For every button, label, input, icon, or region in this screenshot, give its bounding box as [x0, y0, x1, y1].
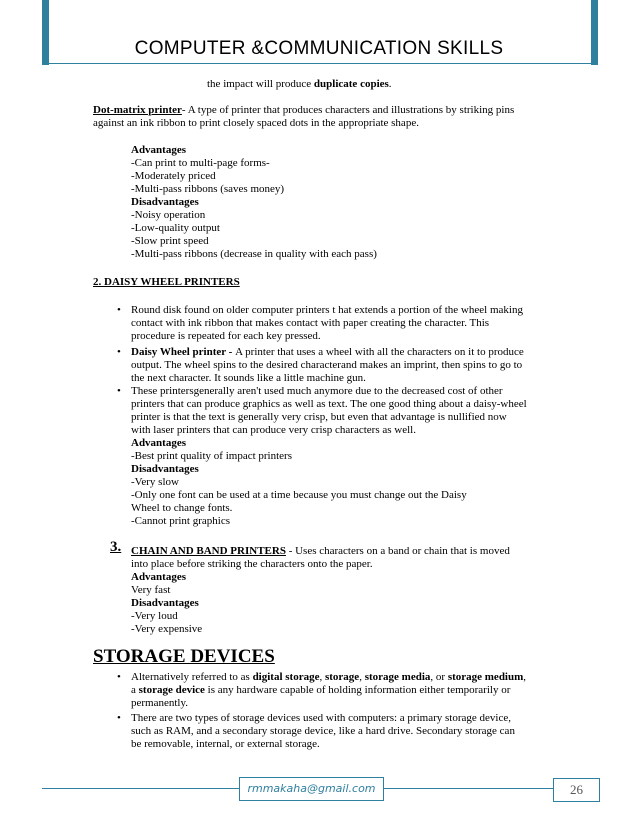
page-number: 26: [553, 778, 600, 802]
list-item: -Moderately priced: [131, 170, 216, 182]
daisy-bullet-3: These printersgenerally aren't used much anymore due to the decreased cost of other printers that can produce graphics as well as text. The one good thing about a daisy-wheel printer is that the text is generally very crisp, but even that advantage is nullified now with laser printers that can produce very crisp characters as well. Advantages -Best print quality of impact printers Disadvantages -Very slow -Only one font can be used at a time because you must change out the Daisy Wheel to change fonts. -Cannot print graphics: [131, 385, 551, 528]
list-item: -Low-quality output: [131, 222, 220, 234]
daisy-heading: 2. DAISY WHEEL PRINTERS: [93, 276, 240, 288]
list-item: -Only one font can be used at a time because you must change out the Daisy: [131, 489, 467, 501]
chain-term: CHAIN AND BAND PRINTERS: [131, 545, 286, 557]
footer-email: rmmakaha@gmail.com: [239, 777, 384, 801]
list-item: -Multi-pass ribbons (saves money): [131, 183, 285, 195]
list-item: -Very slow: [131, 476, 179, 488]
storage-heading: STORAGE DEVICES: [93, 646, 275, 667]
header-divider: [42, 63, 598, 64]
list-item: -Noisy operation: [131, 209, 206, 221]
list-item: -Slow print speed: [131, 235, 209, 247]
footer-divider-right: [382, 788, 553, 789]
list-item: -Very expensive: [131, 623, 203, 635]
list-item: -Cannot print graphics: [131, 515, 230, 527]
chain-section: CHAIN AND BAND PRINTERS - Uses characters on a band or chain that is moved into place before striking the characters onto the paper. Advantages Very fast Disadvantages -Very loud -Very expensive: [131, 545, 551, 636]
list-item: -Can print to multi-page forms-: [131, 157, 270, 169]
list-item: Wheel to change fonts.: [131, 502, 233, 514]
dot-matrix-def-line1: Dot-matrix printer- A type of printer that produces characters and illustrations by striking pins: [93, 104, 515, 116]
dot-matrix-def-line2: against an ink ribbon to print closely spaced dots in the appropriate shape.: [93, 117, 419, 129]
intro-line: the impact will produce duplicate copies.: [207, 78, 392, 90]
chain-dis-heading: Disadvantages: [131, 597, 199, 609]
bullet-icon: •: [117, 304, 121, 316]
dm-adv-heading: Advantages: [131, 144, 187, 156]
list-item: -Multi-pass ribbons (decrease in quality with each pass): [131, 248, 377, 260]
bullet-icon: •: [117, 346, 121, 358]
bullet-icon: •: [117, 385, 121, 397]
page-header-title: COMPUTER &COMMUNICATION SKILLS: [134, 38, 504, 59]
daisy-adv-heading: Advantages: [131, 437, 187, 449]
daisy-bullet-1: Round disk found on older computer printers t hat extends a portion of the wheel making contact with ink ribbon that makes contact with paper creating the character. This procedure is repeated for each key pressed.: [131, 304, 523, 342]
dot-matrix-term: Dot-matrix printer: [93, 104, 182, 116]
daisy-bullet-2: Daisy Wheel printer - A printer that uses a wheel with all the characters on it to produce output. The wheel spins to the desired characterand makes an imprint, then spins to go to the next character. It sounds like a little machine gun.: [131, 346, 524, 384]
chain-adv-heading: Advantages: [131, 571, 187, 583]
footer-divider-left: [42, 788, 239, 789]
list-item: -Very loud: [131, 610, 178, 622]
list-item: -Best print quality of impact printers: [131, 450, 292, 462]
storage-bullet-2: There are two types of storage devices used with computers: a primary storage device, such as RAM, and a secondary storage device, like a hard drive. Secondary storage can be removable, internal, or external storage.: [131, 712, 515, 750]
bullet-icon: •: [117, 671, 121, 683]
dot-matrix-lists: [131, 144, 551, 261]
storage-bullet-1: Alternatively referred to as digital storage, storage, storage media, or storage medium, a storage device is any hardware capable of holding information either temporarily or permanently.: [131, 671, 527, 709]
daisy-dis-heading: Disadvantages: [131, 463, 199, 475]
bullet-icon: •: [117, 712, 121, 724]
dm-dis-heading: Disadvantages: [131, 196, 199, 208]
list-item: Very fast: [131, 584, 171, 596]
chain-number: 3.: [110, 539, 122, 555]
